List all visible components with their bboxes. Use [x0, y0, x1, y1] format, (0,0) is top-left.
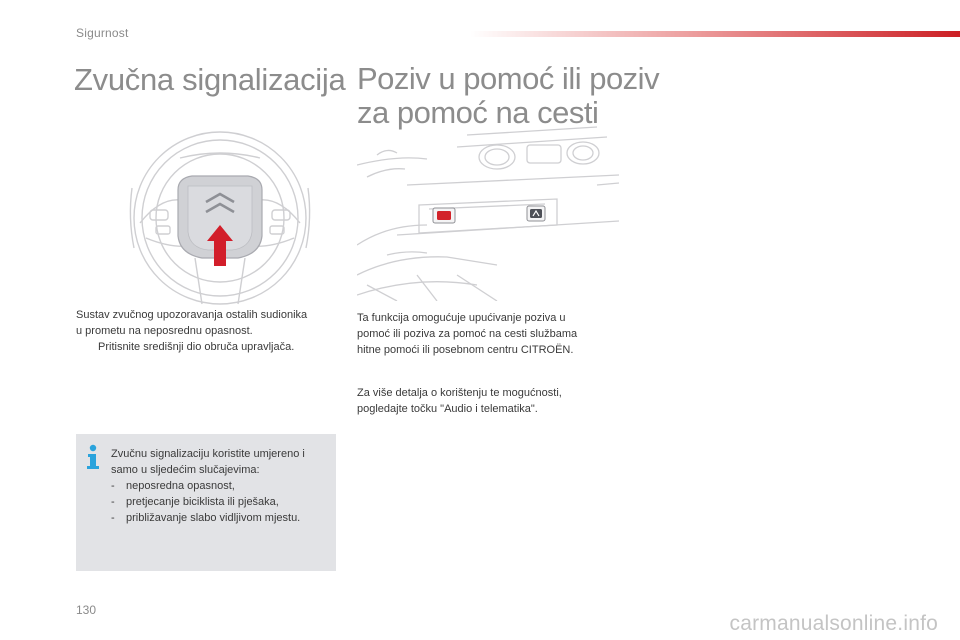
watermark: carmanualsonline.info: [729, 612, 938, 635]
horn-description: [76, 307, 346, 355]
overhead-console-illustration: [357, 125, 619, 301]
info-text: [111, 446, 331, 526]
emergency-call-title: [357, 61, 660, 130]
horn-title: Zvučna signalizacija: [74, 62, 346, 97]
info-list-item-text: neposredna opasnost,: [126, 480, 235, 492]
reference-line: pogledajte točku "Audio i telematika".: [357, 403, 538, 415]
emergency-call-line: pomoć ili poziva za pomoć na cesti službama: [357, 328, 578, 340]
info-box: [76, 434, 336, 571]
emergency-call-line: Ta funkcija omogućuje upućivanje poziva u: [357, 312, 566, 324]
horn-instruction: [76, 339, 346, 355]
horn-description-line: u prometu na neposrednu opasnost.: [76, 325, 253, 337]
emergency-call-line: hitne pomoći ili posebnom centru CITROËN.: [357, 344, 574, 356]
info-list-item-text: pretjecanje biciklista ili pješaka,: [126, 496, 279, 508]
header-accent-bar: [470, 31, 960, 37]
steering-wheel-illustration: [120, 128, 320, 313]
reference-paragraph: [357, 385, 622, 417]
section-label: Sigurnost: [76, 26, 129, 40]
dash-glyph: -: [111, 496, 115, 508]
emergency-call-title-line: za pomoć na cesti: [357, 95, 599, 130]
horn-instruction-text: Pritisnite središnji dio obruča upravljača.: [98, 341, 295, 353]
horn-description-line: Sustav zvučnog upozoravanja ostalih sudionika: [76, 309, 308, 321]
reference-line: Za više detalja o korištenju te mogućnosti,: [357, 387, 562, 399]
info-icon: [84, 444, 102, 470]
info-intro-line: samo u sljedećim slučajevima:: [111, 464, 260, 476]
info-list-item: [111, 494, 331, 510]
info-list-item: [111, 510, 331, 526]
dash-glyph: -: [111, 480, 115, 492]
info-list-item-text: približavanje slabo vidljivom mjestu.: [126, 512, 301, 524]
emergency-call-paragraph: [357, 310, 622, 358]
dash-glyph: -: [111, 512, 115, 524]
page-number: 130: [76, 603, 97, 617]
info-list-item: [111, 478, 331, 494]
emergency-call-title-line: Poziv u pomoć ili poziv: [357, 61, 660, 96]
info-intro-line: Zvučnu signalizaciju koristite umjereno i: [111, 448, 305, 460]
